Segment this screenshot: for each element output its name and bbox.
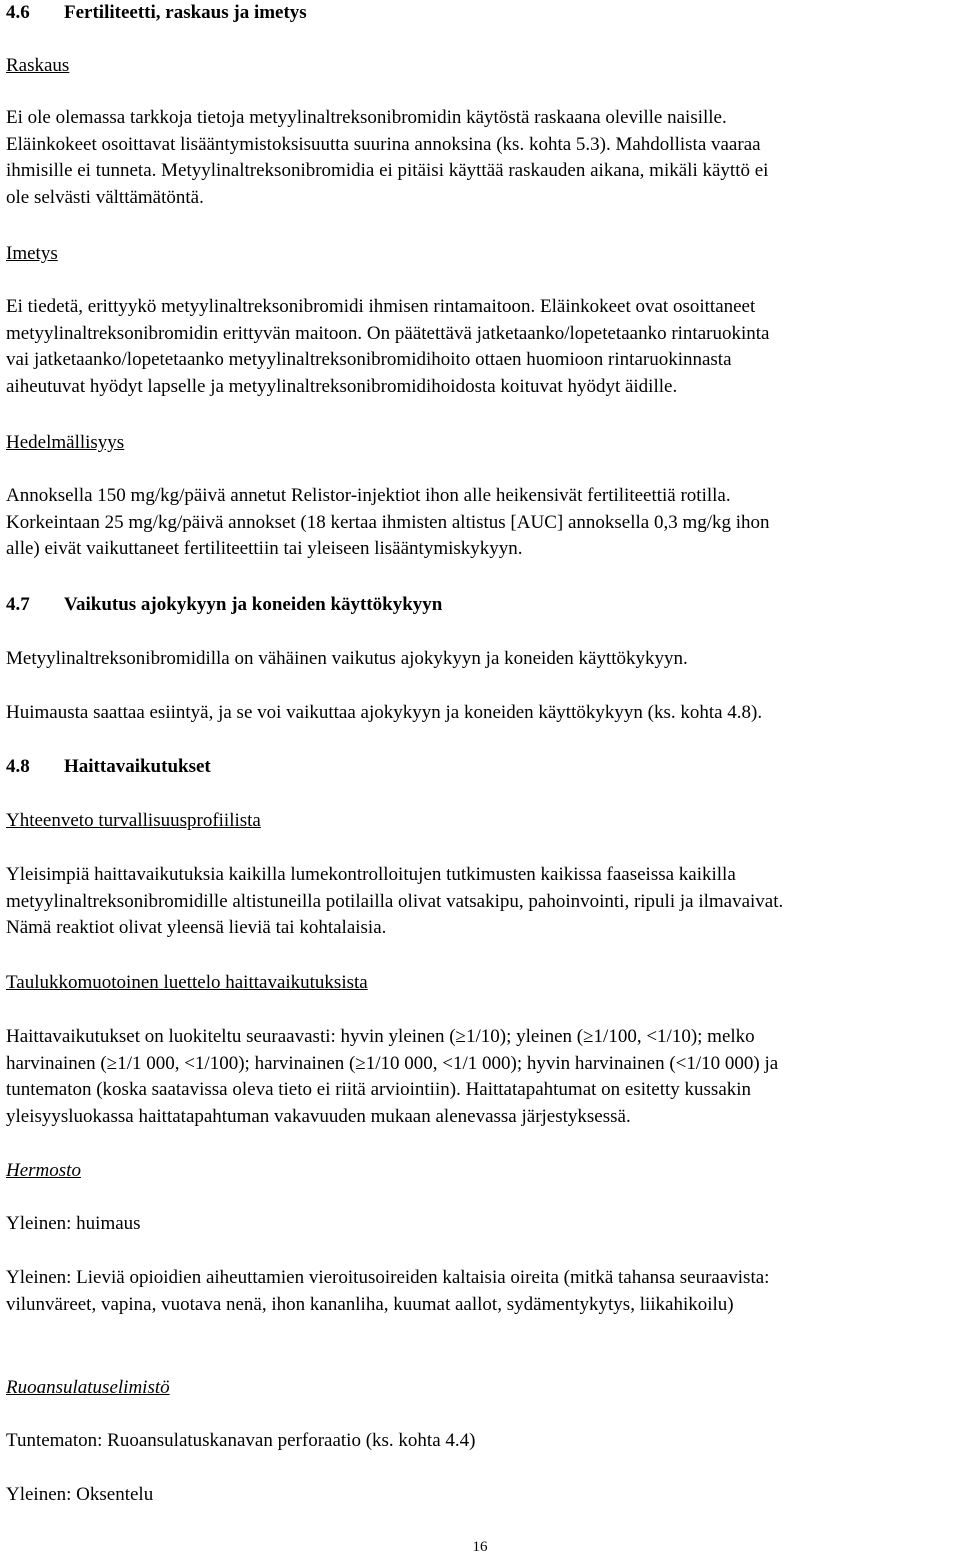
paragraph-hedelmallisyys: [6, 483, 956, 563]
paragraph-ruoansulatus-item1: [6, 1428, 956, 1455]
text-line: Metyylinaltreksonibromidilla on vähäinen vaikutus ajokykyyn ja koneiden käyttökykyyn.: [6, 648, 688, 669]
text-line: Haittavaikutukset on luokiteltu seuraavasti: hyvin yleinen (≥1/10); yleinen (≥1/100, <1/10); melko: [6, 1026, 755, 1047]
subheading-raskaus: Raskaus: [6, 55, 70, 76]
paragraph-imetys: [6, 294, 956, 400]
text-line: Annoksella 150 mg/kg/päivä annetut Relistor-injektiot ihon alle heikensivät fertiliteettiä rotilla.: [6, 485, 731, 506]
text-line: Ei tiedetä, erittyykö metyylinaltreksonibromidi ihmisen rintamaitoon. Eläinkokeet ovat osoittaneet: [6, 296, 756, 317]
text-line: yleisyysluokassa haittatapahtuman vakavuuden mukaan alenevassa järjestyksessä.: [6, 1105, 631, 1127]
section-number: 4.8: [6, 756, 30, 777]
page-number: 16: [472, 1539, 488, 1555]
text-line: Tuntematon: Ruoansulatuskanavan perforaatio (ks. kohta 4.4): [6, 1430, 476, 1451]
paragraph-4-7-second: [6, 700, 956, 727]
section-title: Haittavaikutukset: [64, 756, 211, 777]
text-line: aiheutuvat hyödyt lapselle ja metyylinaltreksonibromidihoidosta koituvat hyödyt äidille.: [6, 375, 678, 397]
subheading-hermosto: Hermosto: [6, 1160, 81, 1181]
subheading-taulukkomuotoinen: Taulukkomuotoinen luettelo haittavaikutuksista: [6, 972, 368, 993]
text-line: Ei ole olemassa tarkkoja tietoja metyylinaltreksonibromidin käytöstä raskaana oleville naisille.: [6, 107, 727, 128]
section-title: Fertiliteetti, raskaus ja imetys: [64, 2, 307, 23]
text-line: Yleinen: Oksentelu: [6, 1484, 154, 1505]
text-line: Nämä reaktiot olivat yleensä lieviä tai kohtalaisia.: [6, 917, 387, 938]
paragraph-yhteenveto: [6, 862, 956, 942]
text-line: harvinainen (≥1/1 000, <1/100); harvinainen (≥1/10 000, <1/1 000); hyvin harvinainen (<1/10 000) ja: [6, 1052, 779, 1074]
paragraph-hermosto-item1: [6, 1211, 956, 1238]
text-line: Yleisimpiä haittavaikutuksia kaikilla lumekontrolloitujen tutkimusten kaikissa faaseissa kaikilla: [6, 864, 736, 885]
section-4-8-heading: [6, 754, 956, 781]
paragraph-4-7-first: [6, 646, 956, 673]
text-line: vai jatketaanko/lopetetaanko metyylinaltreksonibromidihoito ottaen huomioon rintaruokinnasta: [6, 349, 732, 370]
text-line: Yleinen: huimaus: [6, 1213, 141, 1234]
subheading-imetys: Imetys: [6, 243, 58, 264]
text-line: metyylinaltreksonibromidin erittyvän maitoon. On päätettävä jatketaanko/lopetetaanko rintaruokinta: [6, 322, 770, 344]
section-number: 4.6: [6, 2, 30, 23]
paragraph-taulukkomuotoinen: [6, 1024, 956, 1130]
text-line: tuntematon (koska saatavissa oleva tieto ei riitä arviointiin). Haittatapahtumat on esitetty kussakin: [6, 1079, 752, 1100]
section-title: Vaikutus ajokykyyn ja koneiden käyttökykyyn: [64, 594, 443, 615]
text-line: Eläinkokeet osoittavat lisääntymistoksisuutta suurina annoksina (ks. kohta 5.3). Mahdollista vaaraa: [6, 133, 761, 155]
text-line: ole selvästi välttämätöntä.: [6, 186, 204, 208]
text-line: vilunväreet, vapina, vuotava nenä, ihon kananliha, kuumat aallot, sydämentykytys, liikahikoilu): [6, 1293, 734, 1315]
section-4-7-heading: [6, 592, 956, 619]
section-4-6-heading: [6, 0, 956, 27]
text-line: ihmisille ei tunneta. Metyylinaltreksonibromidia ei pitäisi käyttää raskauden aikana, mikäli käyttö ei: [6, 160, 769, 181]
text-line: Korkeintaan 25 mg/kg/päivä annokset (18 kertaa ihmisten altistus [AUC] annoksella 0,3 mg/kg ihon: [6, 511, 770, 533]
paragraph-raskaus: [6, 105, 956, 211]
paragraph-ruoansulatus-item2: [6, 1482, 956, 1509]
paragraph-hermosto-item2: [6, 1265, 956, 1318]
text-line: metyylinaltreksonibromidille altistuneilla potilailla olivat vatsakipu, pahoinvointi, ripuli ja ilmavaivat.: [6, 890, 784, 912]
text-line: Yleinen: Lieviä opioidien aiheuttamien vieroitusoireiden kaltaisia oireita (mitkä tahansa seuraavista:: [6, 1267, 770, 1288]
section-number: 4.7: [6, 594, 30, 615]
subheading-ruoansulatus: Ruoansulatuselimistö: [6, 1377, 170, 1398]
text-line: alle) eivät vaikuttaneet fertiliteettiin tai yleiseen lisääntymiskykyyn.: [6, 538, 523, 559]
subheading-yhteenveto: Yhteenveto turvallisuusprofiilista: [6, 810, 261, 831]
subheading-hedelmallisyys: Hedelmällisyys: [6, 432, 125, 453]
text-line: Huimausta saattaa esiintyä, ja se voi vaikuttaa ajokykyyn ja koneiden käyttökykyyn (ks. kohta 4.8).: [6, 702, 763, 723]
